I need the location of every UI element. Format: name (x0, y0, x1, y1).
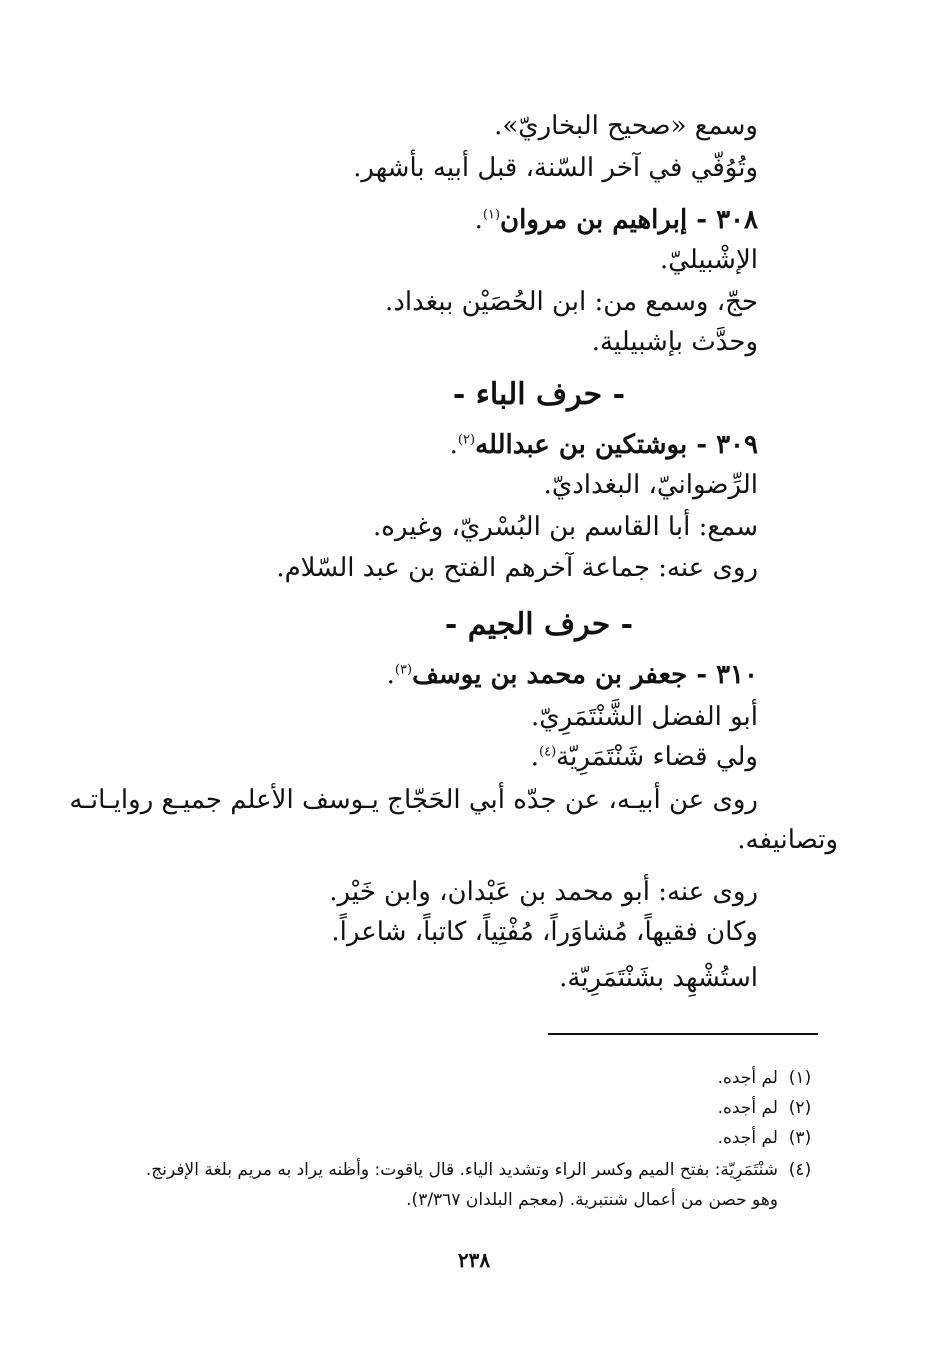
section-heading-jim: - حرف الجيم - (444, 607, 634, 642)
footnote-ref: (٤) (539, 744, 557, 760)
footnote-4 (146, 1156, 822, 1184)
footnote-4-continuation: وهو حصن من أعمال شنتبرية. (معجم البلدان ٣/٣٦٧). (406, 1190, 778, 1210)
entry-310-title (387, 655, 758, 695)
punctuation: . (449, 430, 458, 460)
text-line: روى عنه: أبو محمد بن عَبْدان، وابن خَيْر. (329, 877, 758, 907)
text-line: وتُوُفّي في آخر السّنة، قبل أبيه بأشهر. (353, 153, 758, 183)
footnote-number: (١) (788, 1068, 812, 1088)
footnote-number: (٣) (788, 1128, 812, 1148)
punctuation: . (530, 742, 540, 772)
text-line: وتصانيفه. (737, 825, 838, 855)
entry-title-text: ٣١٠ - جعفر بن محمد بن يوسف (412, 660, 758, 690)
text-segment: ولي قضاء شَنْتَمَرِيّة (556, 742, 758, 772)
footnote-3 (718, 1124, 822, 1152)
text-line: سمع: أبا القاسم بن البُسْريّ، وغيره. (373, 512, 758, 542)
footnote-ref: (٢) (457, 432, 476, 448)
entry-309-title (450, 425, 758, 465)
text-line: حجّ، وسمع من: ابن الحُصَيْن ببغداد. (385, 287, 758, 317)
text-line-justified: روى عن أبيـه، عن جدّه أبي الحَجّاج يـوسف الأعلم جميـع روايـاتـه (69, 785, 758, 815)
footnote-text: لم أجده. (717, 1068, 778, 1088)
footnote-text: شنْتَمَرِيّة: بفتح الميم وكسر الراء وتشديد الياء. قال ياقوت: وأظنه يراد به مريم بلغة الإفرنج. (145, 1160, 778, 1180)
entry-308-title (475, 200, 758, 240)
text-line: الرِّضوانيّ، البغداديّ. (543, 470, 758, 500)
page-number: ٢٣٨ (457, 1248, 491, 1272)
section-heading-ba: - حرف الباء - (452, 377, 626, 412)
entry-title-text: ٣٠٩ - بوشتكين بن عبدالله (475, 430, 758, 460)
footnote-number: (٢) (788, 1098, 812, 1118)
text-line: استُشْهِد بشَنْتَمَرِيّة. (559, 963, 758, 993)
text-line-with-ref (531, 737, 758, 777)
entry-title-text: ٣٠٨ - إبراهيم بن مروان (500, 205, 758, 235)
footnote-divider (548, 1033, 818, 1035)
footnote-text: لم أجده. (717, 1098, 778, 1118)
footnote-1 (718, 1064, 822, 1092)
text-line: أبو الفضل الشَّنْتَمَرِيّ. (531, 702, 758, 732)
footnote-number: (٤) (788, 1160, 812, 1180)
punctuation: . (474, 205, 483, 235)
footnote-2 (718, 1094, 822, 1122)
text-line: الإشْبيليّ. (659, 245, 758, 275)
text-line: وكان فقيهاً، مُشاوَراً، مُفْتِياً، كاتباً، شاعراً. (331, 917, 758, 947)
footnote-ref: (١) (482, 207, 501, 223)
text-line: روى عنه: جماعة آخرهم الفتح بن عبد السّلام. (276, 553, 758, 583)
footnote-ref: (٣) (394, 662, 413, 678)
text-line: وحدَّث بإشبيلية. (591, 327, 758, 357)
text-line: وسمع «صحيح البخاريّ». (494, 111, 758, 141)
punctuation: . (386, 660, 395, 690)
footnote-text: لم أجده. (717, 1128, 778, 1148)
